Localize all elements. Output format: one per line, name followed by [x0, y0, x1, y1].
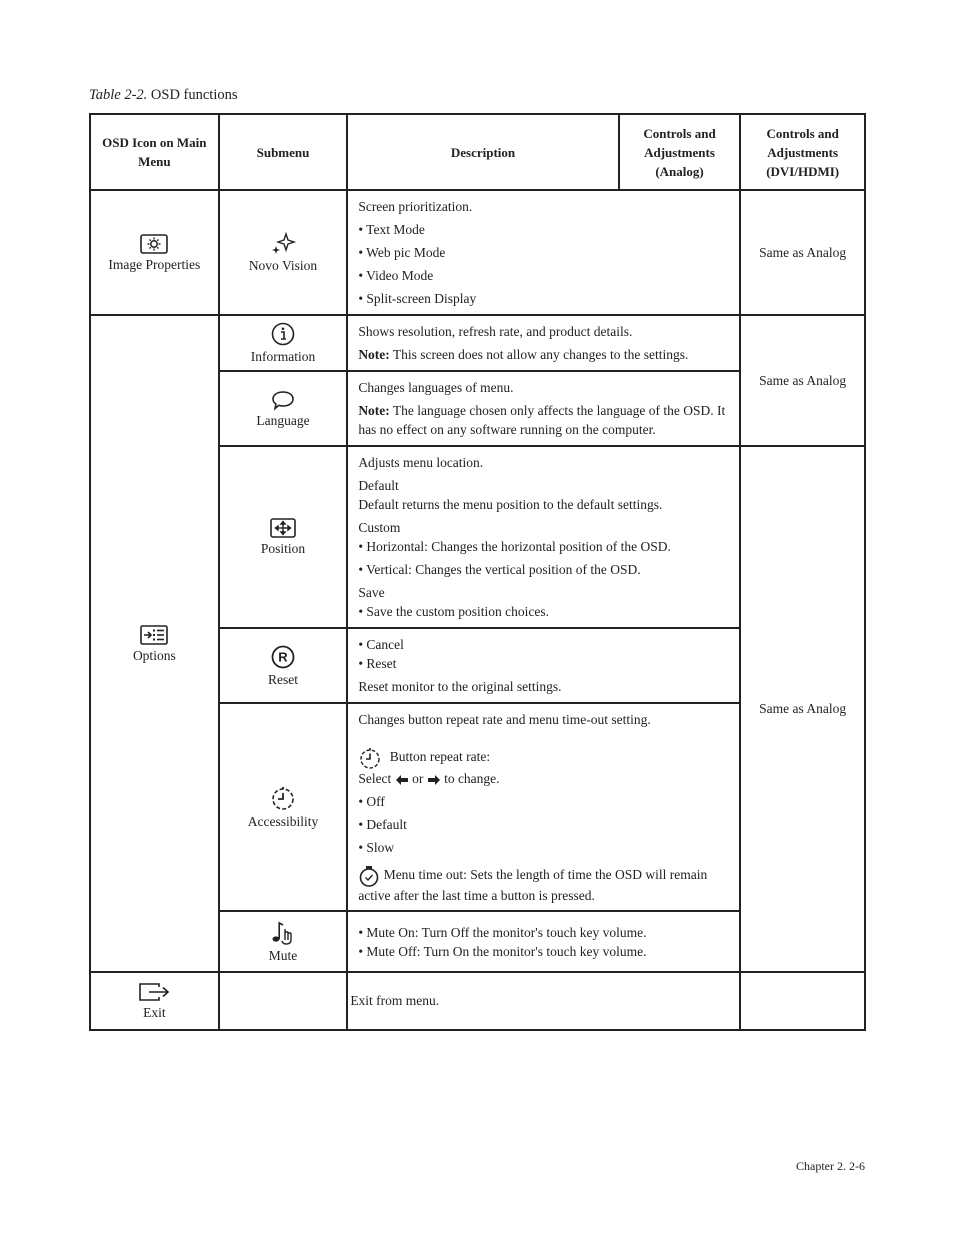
- dvi-rest: Same as Analog: [740, 446, 865, 972]
- note-label: Note:: [358, 347, 390, 362]
- arrow-left-icon: [395, 774, 409, 786]
- repeat-rate-icon: [358, 747, 382, 769]
- desc-line: • Mute On: Turn Off the monitor's touch key volume.: [358, 924, 647, 940]
- options-icon: [139, 624, 169, 646]
- desc-language: [347, 371, 740, 446]
- desc-exit: Exit from menu.: [347, 972, 740, 1030]
- header-description: Description: [347, 114, 618, 190]
- desc-line: Reset monitor to the original settings.: [358, 679, 562, 694]
- note-label: Note:: [358, 403, 390, 418]
- desc-line: • Slow: [358, 840, 395, 855]
- sub-label: Novo Vision: [248, 257, 318, 273]
- reset-icon: [270, 644, 296, 670]
- desc-line: • Horizontal: Changes the horizontal position of the OSD.: [358, 539, 671, 554]
- sub-label: Accessibility: [247, 814, 319, 829]
- desc-line: Adjusts menu location.: [358, 455, 484, 470]
- accessibility-timer-icon: [269, 784, 297, 812]
- desc-line: Screen prioritization.: [358, 199, 473, 214]
- image-properties-icon: [139, 233, 169, 255]
- desc-line: • Split-screen Display: [358, 291, 477, 306]
- table-row: [90, 972, 865, 1030]
- speech-bubble-icon: [270, 389, 296, 411]
- main-exit: [90, 972, 219, 1030]
- desc-line: • Default: [358, 817, 407, 832]
- desc-line: • Mute Off: Turn On the monitor's touch key volume.: [358, 943, 647, 959]
- main-options: [90, 315, 219, 972]
- main-label: Image Properties: [108, 256, 201, 272]
- table-caption: [89, 87, 238, 104]
- desc-text: to change.: [444, 771, 500, 786]
- desc-line: Default returns the menu position to the default settings.: [358, 497, 663, 512]
- sub-label: Language: [256, 412, 310, 428]
- desc-text: Select: [358, 771, 392, 786]
- header-submenu: Submenu: [219, 114, 348, 190]
- desc-line: Default: [358, 478, 399, 493]
- sub-mute: [219, 911, 348, 972]
- desc-line: • Vertical: Changes the vertical position of the OSD.: [358, 562, 641, 577]
- note-text: The language chosen only affects the language of the OSD. It has no effect on any software running on the computer.: [358, 403, 726, 437]
- info-icon: [270, 321, 296, 347]
- main-image-properties: [90, 190, 219, 315]
- desc-line: • Off: [358, 794, 385, 809]
- desc-line: [358, 747, 729, 769]
- table-row: [90, 190, 865, 315]
- sub-accessibility: [219, 703, 348, 911]
- menu-timeout-icon: [358, 865, 380, 887]
- page-footer: Chapter 2. 2-6: [796, 1159, 865, 1173]
- desc-line: Save: [358, 585, 385, 600]
- sub-label: Reset: [267, 671, 298, 687]
- mute-touch-icon: [270, 920, 296, 946]
- caption-title: OSD functions: [150, 87, 238, 103]
- dvi-exit-empty: [740, 972, 865, 1030]
- main-label: Exit: [143, 1005, 166, 1020]
- dvi-info-language: Same as Analog: [740, 315, 865, 446]
- desc-accessibility: [347, 703, 740, 911]
- desc-reset: [347, 628, 740, 703]
- desc-line: Changes languages of menu.: [358, 380, 514, 395]
- sub-label: Mute: [268, 947, 298, 963]
- osd-functions-table: [89, 113, 866, 1031]
- desc-mute: [347, 911, 740, 972]
- sparkle-icon: [269, 232, 297, 256]
- note-text: This screen does not allow any changes to the settings.: [389, 347, 689, 362]
- position-icon: [269, 517, 297, 539]
- desc-note: [358, 401, 729, 439]
- caption-prefix: Table 2-2.: [89, 87, 148, 103]
- dvi-image-properties: Same as Analog: [740, 190, 865, 315]
- arrow-right-icon: [427, 774, 441, 786]
- desc-position: [347, 446, 740, 628]
- desc-note: [358, 345, 729, 364]
- desc-text: Button repeat rate:: [389, 749, 491, 765]
- desc-line: • Reset: [358, 656, 397, 671]
- sub-position: [219, 446, 348, 628]
- desc-text: Menu time out: Sets the length of time the OSD will remain active after the last time a button is pressed.: [358, 867, 708, 903]
- main-label: Options: [132, 647, 176, 663]
- exit-icon: [137, 981, 171, 1003]
- desc-line: • Web pic Mode: [358, 245, 446, 260]
- desc-line: Custom: [358, 520, 401, 535]
- desc-line: • Video Mode: [358, 268, 434, 283]
- sub-exit-empty: [219, 972, 348, 1030]
- sub-language: [219, 371, 348, 446]
- desc-image-properties: [347, 190, 740, 315]
- desc-line: • Save the custom position choices.: [358, 604, 550, 619]
- desc-line: [358, 769, 729, 788]
- desc-text: or: [412, 771, 424, 786]
- desc-line: [358, 865, 729, 904]
- desc-information: [347, 315, 740, 371]
- header-analog: Controls and Adjustments (Analog): [619, 114, 741, 190]
- sub-label: Information: [250, 349, 316, 364]
- header-dvi: Controls and Adjustments (DVI/HDMI): [740, 114, 865, 190]
- desc-line: • Text Mode: [358, 222, 425, 237]
- desc-line: Shows resolution, refresh rate, and product details.: [358, 324, 633, 339]
- desc-line: Changes button repeat rate and menu time-out setting.: [358, 712, 651, 727]
- sub-novo-vision: [219, 190, 348, 315]
- header-icon: OSD Icon on Main Menu: [90, 114, 219, 190]
- svg-text:R: R: [278, 649, 288, 664]
- table-header-row: [90, 114, 865, 190]
- table-row: [90, 315, 865, 371]
- sub-reset: [219, 628, 348, 703]
- desc-line: • Cancel: [358, 637, 404, 652]
- sub-label: Position: [260, 541, 306, 556]
- sub-information: [219, 315, 348, 371]
